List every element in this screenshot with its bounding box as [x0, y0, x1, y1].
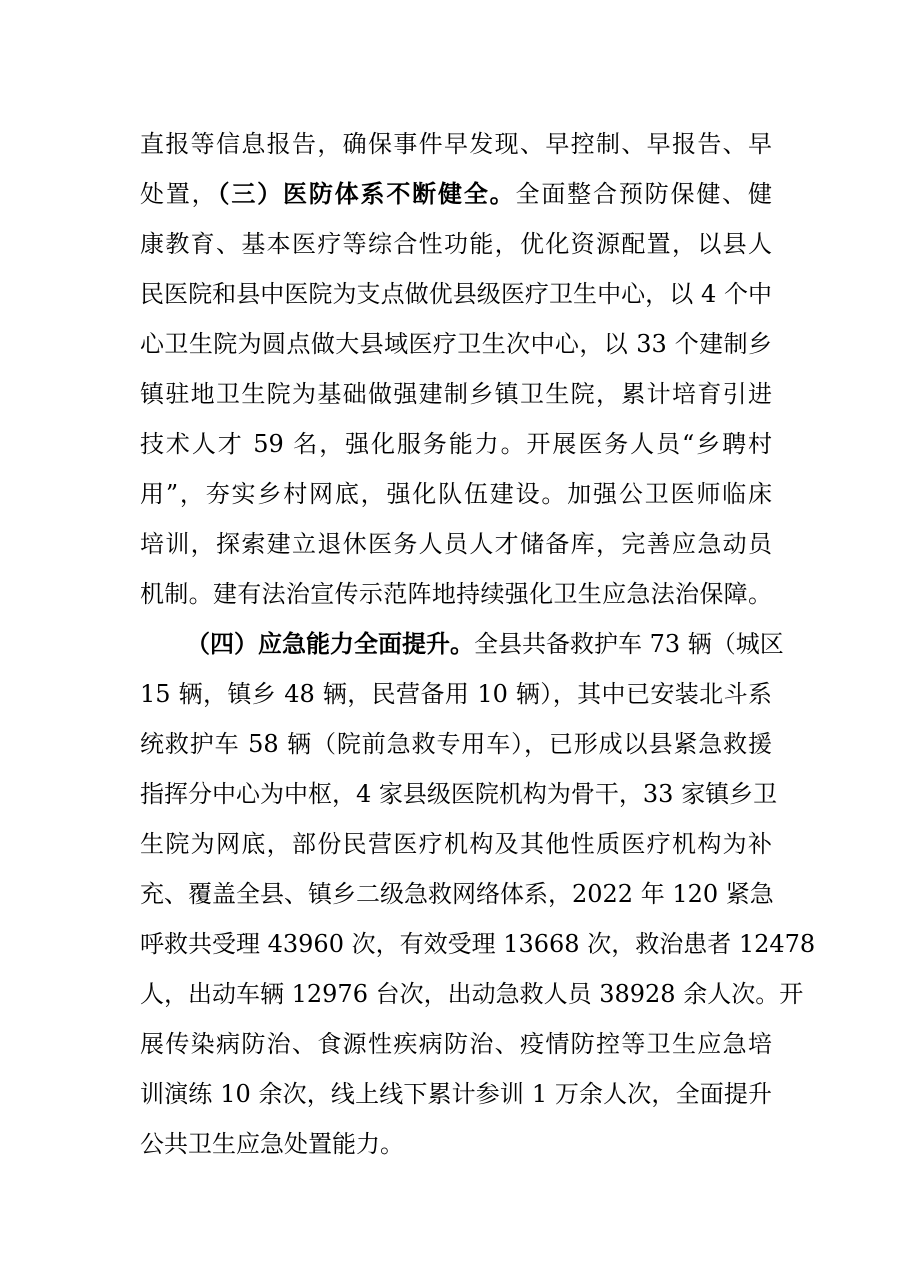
section-heading-4: （四）应急能力全面提升。 — [186, 629, 474, 658]
text-line: 用”，夯实乡村网底，强化队伍建设。加强公卫医师临床 — [140, 480, 772, 508]
text-line: 公共卫生应急处置能力。 — [140, 1130, 404, 1158]
text-line: 民医院和县中医院为支点做优县级医疗卫生中心，以 4 个中 — [140, 280, 772, 308]
text-line: 充、覆盖全县、镇乡二级急救网络体系，2022 年 120 紧急 — [140, 880, 774, 908]
text-span: 全面整合预防保健、健 — [515, 180, 772, 208]
text-line: 展传染病防治、食源性疾病防治、疫情防控等卫生应急培 — [140, 1030, 772, 1058]
text-line-with-heading — [140, 174, 772, 214]
text-line: 心卫生院为圆点做大县域医疗卫生次中心，以 33 个建制乡 — [140, 330, 772, 358]
text-line: 呼救共受理 43960 次，有效受理 13668 次，救治患者 12478 — [140, 930, 816, 958]
section-heading-3: （三）医防体系不断健全。 — [217, 179, 516, 208]
text-span: 全县共备救护车 73 辆（城区 — [474, 630, 784, 658]
text-line-with-heading — [186, 624, 784, 664]
text-line: 人，出动车辆 12976 台次，出动急救人员 38928 余人次。开 — [140, 980, 804, 1008]
text-line: 机制。建有法治宣传示范阵地持续强化卫生应急法治保障。 — [140, 580, 772, 608]
text-line: 直报等信息报告，确保事件早发现、早控制、早报告、早 — [140, 130, 772, 158]
text-line: 培训，探索建立退休医务人员人才储备库，完善应急动员 — [140, 530, 772, 558]
text-line: 生院为网底，部份民营医疗机构及其他性质医疗机构为补 — [140, 830, 772, 858]
text-line: 统救护车 58 辆（院前急救专用车），已形成以县紧急救援 — [140, 730, 772, 758]
text-span: 处置， — [140, 180, 218, 208]
text-line: 指挥分中心为中枢，4 家县级医院机构为骨干，33 家镇乡卫 — [140, 780, 778, 808]
text-line: 镇驻地卫生院为基础做强建制乡镇卫生院，累计培育引进 — [140, 380, 772, 408]
text-line: 15 辆，镇乡 48 辆，民营备用 10 辆），其中已安装北斗系 — [140, 680, 772, 708]
text-line: 康教育、基本医疗等综合性功能，优化资源配置，以县人 — [140, 230, 772, 258]
text-line: 训演练 10 余次，线上线下累计参训 1 万余人次，全面提升 — [140, 1080, 772, 1108]
text-line: 技术人才 59 名，强化服务能力。开展医务人员“乡聘村 — [140, 430, 772, 458]
